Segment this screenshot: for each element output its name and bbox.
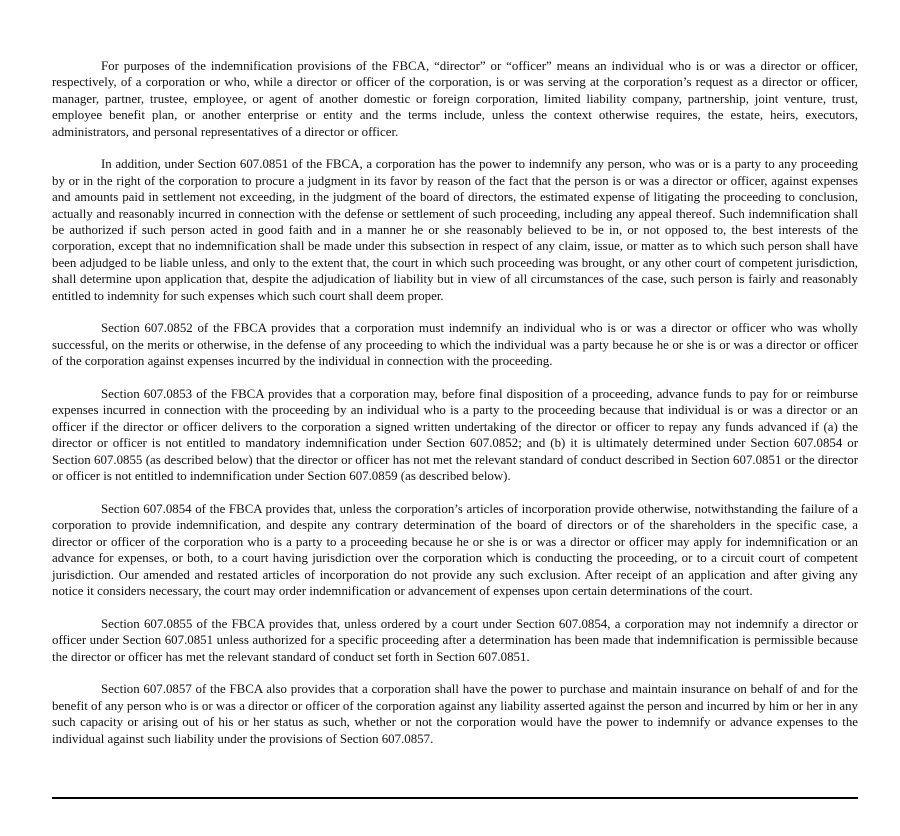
footer-divider bbox=[52, 797, 858, 799]
paragraph-section-607-0853: Section 607.0853 of the FBCA provides that a corporation may, before final disposition of a proceeding, advance funds to pay for or reimburse expenses incurred in connection with the proceeding by an individual who is a party to the proceeding because that individual is or was a director or an officer if the director or officer delivers to the corporation a signed written undertaking of the director or officer to repay any funds advanced if (a) the director or officer is not entitled to mandatory indemnification under Section 607.0852; and (b) it is ultimately determined under Section 607.0854 or Section 607.0855 (as described below) that the director or officer has not met the relevant standard of conduct described in Section 607.0851 or the director or officer is not entitled to indemnification under Section 607.0859 (as described below). bbox=[52, 387, 858, 484]
paragraph-section-607-0854: Section 607.0854 of the FBCA provides that, unless the corporation’s articles of incorporation provide otherwise, notwithstanding the failure of a corporation to provide indemnification, and despite any contrary determination of the board of directors or of the shareholders in the specific case, a director or officer of the corporation who is a party to a proceeding because he or she is or was a director or officer may apply for indemnification or an advance for expenses, or both, to a court having jurisdiction over the corporation which is conducting the proceeding, or to a circuit court of competent jurisdiction. Our amended and restated articles of incorporation do not provide any such exclusion. After receipt of an application and after giving any notice it considers necessary, the court may order indemnification or advancement of expenses upon certain determinations of the court. bbox=[52, 501, 858, 598]
paragraph-section-607-0851: In addition, under Section 607.0851 of the FBCA, a corporation has the power to indemnify any person, who was or is a party to any proceeding by or in the right of the corporation to procure a judgment in its favor by reason of the fact that the person is or was a director or officer, against expenses and amounts paid in settlement not exceeding, in the judgment of the board of directors, the estimated expense of litigating the proceeding to conclusion, actually and reasonably incurred in connection with the defense or settlement of such proceeding, including any appeal thereof. Such indemnification shall be authorized if such person acted in good faith and in a manner he or she reasonably believed to be in, or not opposed to, the best interests of the corporation, except that no indemnification shall be made under this subsection in respect of any claim, issue, or matter as to which such person shall have been adjudged to be liable unless, and only to the extent that, the court in which such proceeding was brought, or any other court of competent jurisdiction, shall determine upon application that, despite the adjudication of liability but in view of all circumstances of the case, such person is fairly and reasonably entitled to indemnity for such expenses which such court shall deem proper. bbox=[52, 157, 858, 303]
paragraph-section-607-0852: Section 607.0852 of the FBCA provides that a corporation must indemnify an individual who is or was a director or officer who was wholly successful, on the merits or otherwise, in the defense of any proceeding to which the individual was a party because he or she is or was a director or officer of the corporation against expenses incurred by the individual in connection with the proceeding. bbox=[52, 321, 858, 369]
paragraph-section-607-0855: Section 607.0855 of the FBCA provides that, unless ordered by a court under Section 607.0854, a corporation may not indemnify a director or officer under Section 607.0851 unless authorized for a specific proceeding after a determination has been made that indemnification is permissible because the director or officer has met the relevant standard of conduct set forth in Section 607.0851. bbox=[52, 616, 858, 664]
document-body bbox=[52, 58, 858, 763]
paragraph-section-607-0857: Section 607.0857 of the FBCA also provides that a corporation shall have the power to purchase and maintain insurance on behalf of and for the benefit of any person who is or was a director or officer of the corporation against any liability asserted against the person and incurred by him or her in any such capacity or arising out of his or her status as such, whether or not the corporation would have the power to indemnify or advance expenses to the individual against such liability under the provisions of Section 607.0857. bbox=[52, 682, 858, 746]
paragraph-definitions: For purposes of the indemnification provisions of the FBCA, “director” or “officer” means an individual who is or was a director or officer, respectively, of a corporation or who, while a director or officer of the corporation, is or was serving at the corporation’s request as a director or officer, manager, partner, trustee, employee, or agent of another domestic or foreign corporation, limited liability company, partnership, joint venture, trust, employee benefit plan, or another enterprise or entity and the terms include, unless the context otherwise requires, the estate, heirs, executors, administrators, and personal representatives of a director or officer. bbox=[52, 59, 858, 139]
